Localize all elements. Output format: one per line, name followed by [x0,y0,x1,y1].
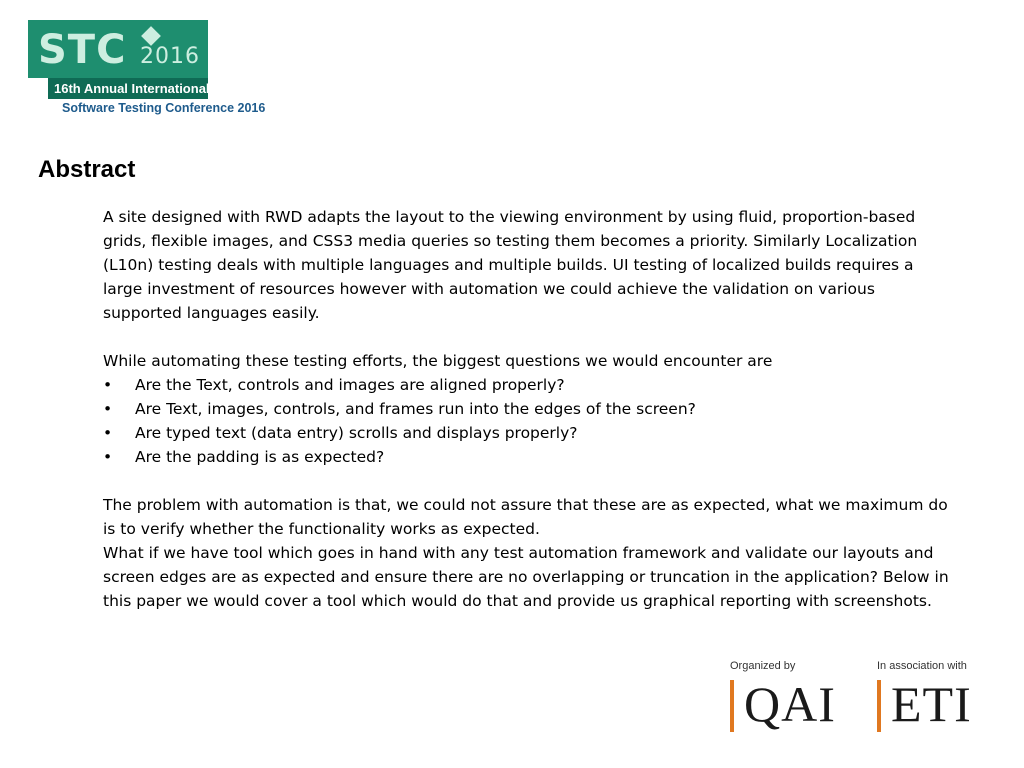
list-item-text: Are Text, images, controls, and frames run into the edges of the screen? [135,400,696,418]
bullet-icon: • [103,448,113,466]
orange-bar-icon [877,680,881,732]
association-label: In association with [877,660,967,672]
list-item-text: Are typed text (data entry) scrolls and displays properly? [135,424,578,442]
logo-subtitle: Software Testing Conference 2016 [62,101,266,115]
abstract-body [103,205,953,613]
list-item [103,397,953,421]
paragraph-intro: A site designed with RWD adapts the layout to the viewing environment by using fluid, proportion-based grids, flexible images, and CSS3 media queries so testing them becomes a priority. Similarly Localization (L10n) testing deals with multiple languages and multiple builds. UI testing of localized builds requires a large investment of resources however with automation we could achieve the validation on various supported languages easily. [103,208,918,322]
logo-band-text: 16th Annual International [48,78,208,99]
bullet-icon: • [103,376,113,394]
paragraph-problem: The problem with automation is that, we could not assure that these are as expected, what we maximum do is to verify whether the functionality works as expected. [103,496,948,538]
logo-diamond-icon [141,26,161,46]
logo-green-block [28,20,208,78]
paragraph-questions: While automating these testing efforts, the biggest questions we would encounter are [103,352,773,370]
bullet-icon: • [103,400,113,418]
list-item-text: Are the padding is as expected? [135,448,385,466]
paragraph-proposal: What if we have tool which goes in hand with any test automation framework and validate our layouts and screen edges are as expected and ensure there are no overlapping or truncation in the application? Below in this paper we would cover a tool which would do that and provide us graphical reporting with screenshots. [103,544,949,610]
list-item [103,373,953,397]
spacer [103,325,953,349]
qai-logo [730,676,836,732]
eti-logo [877,676,972,732]
logo-year-text: 2016 [140,44,200,69]
association-block [877,660,972,732]
list-item [103,445,953,469]
qai-logo-text: QAI [744,676,836,732]
organizer-block [730,660,836,732]
list-item [103,421,953,445]
logo-stc-text: STC [38,27,127,73]
stc-2016-logo [28,20,293,120]
bullet-icon: • [103,424,113,442]
eti-logo-text: ETI [891,676,972,732]
organizer-label: Organized by [730,660,796,672]
page-title: Abstract [38,156,136,183]
question-list [103,373,953,469]
list-item-text: Are the Text, controls and images are aligned properly? [135,376,565,394]
spacer [103,469,953,493]
orange-bar-icon [730,680,734,732]
